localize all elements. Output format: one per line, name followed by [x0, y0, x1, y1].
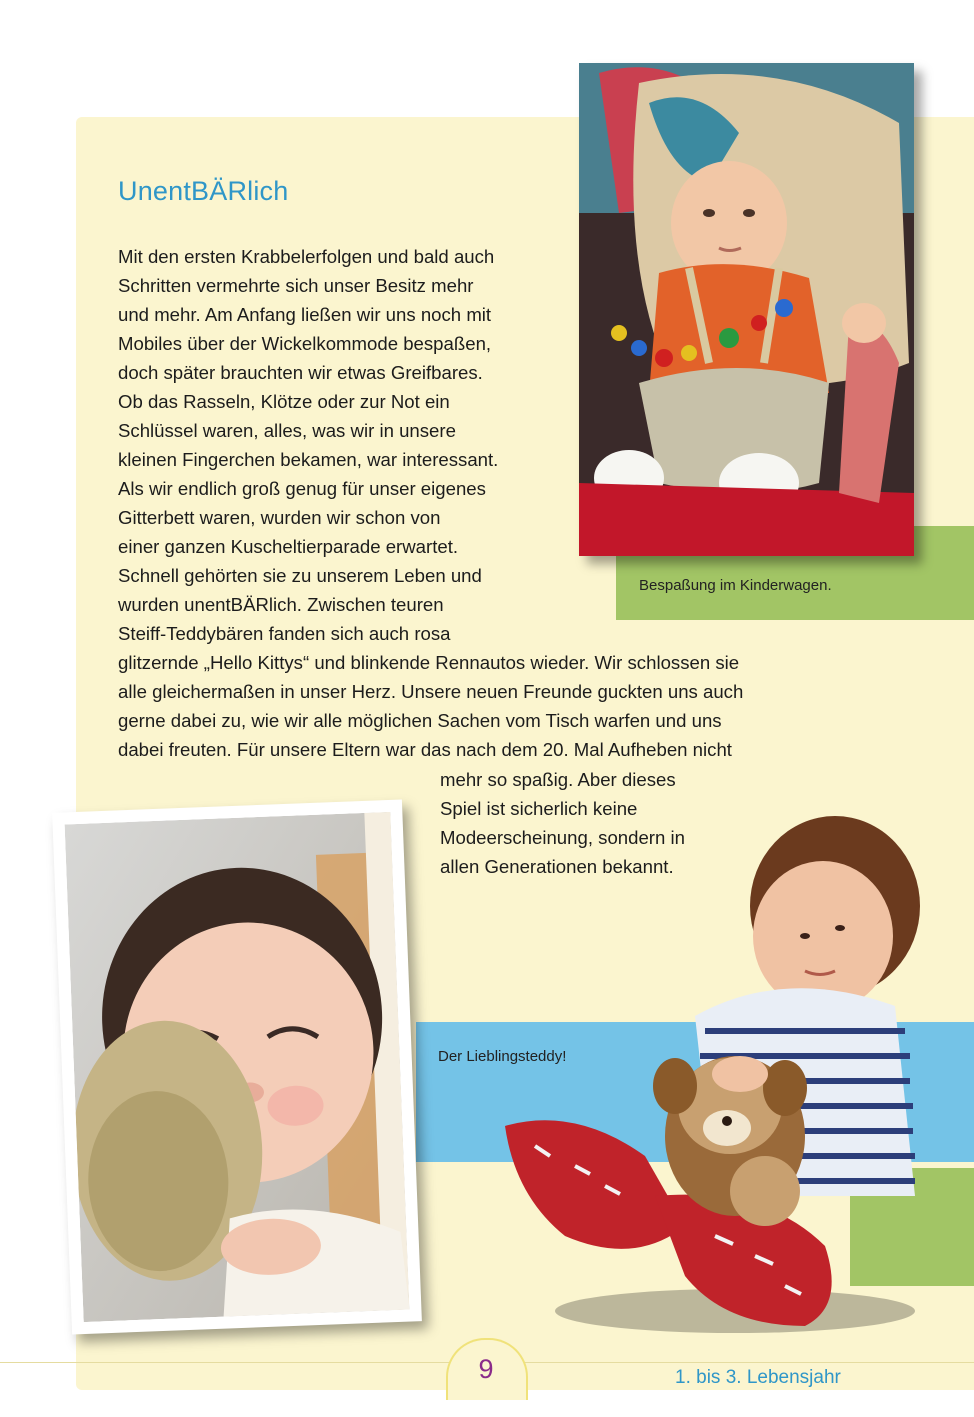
photo-baby-with-plush	[65, 812, 410, 1322]
body-line: Als wir endlich groß genug für unser eigenes	[118, 478, 486, 499]
body-line: einer ganzen Kuscheltierparade erwartet.	[118, 536, 459, 557]
body-line: Steiff-Teddybären fanden sich auch rosa	[118, 623, 451, 644]
body-line: Modeerscheinung, sondern in	[440, 827, 685, 848]
body-line: Spiel ist sicherlich keine	[440, 798, 638, 819]
body-line: wurden unentBÄRlich. Zwischen teuren	[118, 594, 444, 615]
section-heading: UnentBÄRlich	[118, 176, 289, 206]
body-line: Schlüssel waren, alles, was wir in unsere	[118, 420, 456, 441]
body-line: Mobiles über der Wickelkommode bespaßen,	[118, 333, 492, 354]
body-line: kleinen Fingerchen bekamen, war interessant.	[118, 449, 499, 470]
body-line: gerne dabei zu, wie wir alle möglichen Sachen vom Tisch warfen und uns	[118, 710, 722, 731]
body-line: alle gleichermaßen in unser Herz. Unsere neuen Freunde guckten uns auch	[118, 681, 744, 702]
page-number: 9	[478, 1354, 494, 1384]
photo-baby-in-stroller	[579, 63, 914, 556]
body-line: glitzernde „Hello Kittys“ und blinkende Rennautos wieder. Wir schlossen sie	[118, 652, 740, 673]
caption-teddy: Der Lieblingsteddy!	[438, 1048, 567, 1065]
body-line: Ob das Rasseln, Klötze oder zur Not ein	[118, 391, 450, 412]
body-line: allen Generationen bekannt.	[440, 856, 674, 877]
body-line: Gitterbett waren, wurden wir schon von	[118, 507, 441, 528]
body-line: Schnell gehörten sie zu unserem Leben und	[118, 565, 482, 586]
photo-frame-baby-with-plush	[52, 799, 422, 1334]
caption-stroller: Bespaßung im Kinderwagen.	[639, 577, 832, 594]
photo-toddler-with-teddy	[505, 806, 925, 1336]
footer-section-label: 1. bis 3. Lebensjahr	[675, 1367, 841, 1388]
body-line: und mehr. Am Anfang ließen wir uns noch mit	[118, 304, 492, 325]
body-line: Mit den ersten Krabbelerfolgen und bald auch	[118, 246, 495, 267]
body-line: Schritten vermehrte sich unser Besitz mehr	[118, 275, 474, 296]
body-line: doch später brauchten wir etwas Greifbares.	[118, 362, 483, 383]
body-line: mehr so spaßig. Aber dieses	[440, 769, 676, 790]
body-line: dabei freuten. Für unsere Eltern war das nach dem 20. Mal Aufheben nicht	[118, 739, 732, 760]
